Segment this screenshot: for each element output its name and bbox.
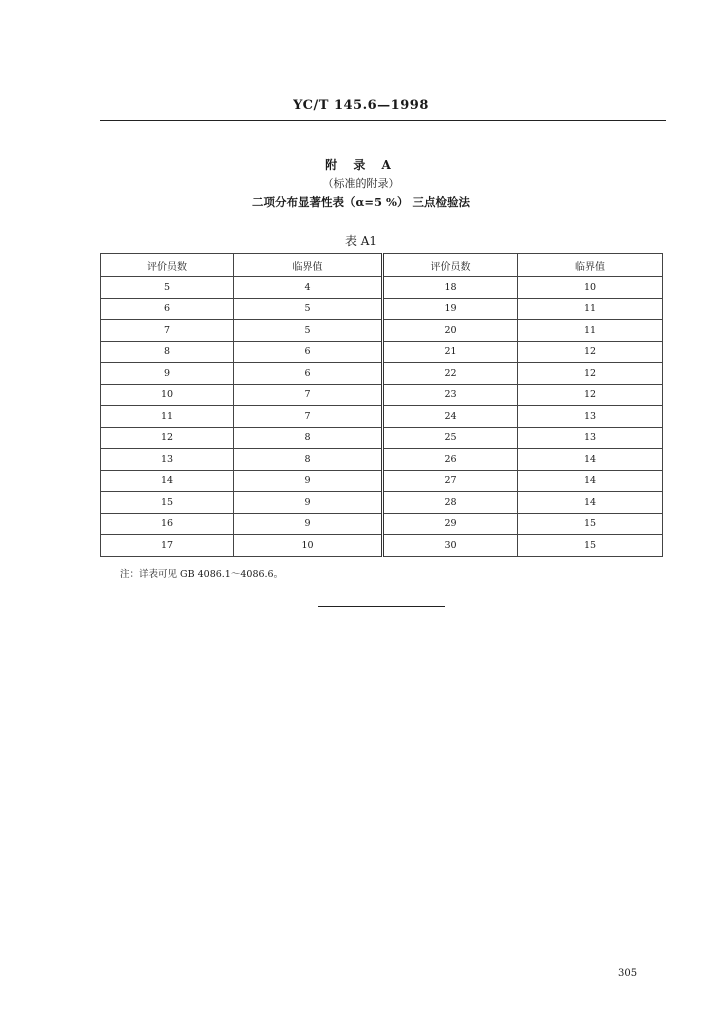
table-cell: 16 bbox=[101, 513, 234, 535]
appendix-title: 附 录 A bbox=[325, 158, 397, 172]
table-cell: 9 bbox=[234, 470, 383, 492]
table-cell: 6 bbox=[101, 298, 234, 320]
table-cell: 5 bbox=[234, 298, 383, 320]
table-cell: 8 bbox=[234, 449, 383, 471]
table-cell: 15 bbox=[518, 513, 663, 535]
table-cell: 4 bbox=[234, 277, 383, 299]
end-rule bbox=[318, 606, 445, 607]
table-cell: 27 bbox=[383, 470, 518, 492]
table-cell: 10 bbox=[234, 535, 383, 557]
table-cell: 15 bbox=[518, 535, 663, 557]
header-cell: 评价员数 bbox=[383, 254, 518, 277]
table-cell: 13 bbox=[101, 449, 234, 471]
table-cell: 22 bbox=[383, 363, 518, 385]
table-cell: 6 bbox=[234, 341, 383, 363]
table-header-row bbox=[101, 254, 663, 277]
table-cell: 11 bbox=[101, 406, 234, 428]
table-row bbox=[101, 470, 663, 492]
binomial-significance-table bbox=[100, 253, 663, 557]
table-cell: 10 bbox=[518, 277, 663, 299]
table-cell: 14 bbox=[101, 470, 234, 492]
table-cell: 15 bbox=[101, 492, 234, 514]
table-cell: 25 bbox=[383, 427, 518, 449]
section-title: 二项分布显著性表（α=5 %） 三点检验法 bbox=[252, 195, 470, 209]
table-cell: 6 bbox=[234, 363, 383, 385]
header-rule bbox=[100, 120, 666, 121]
table-cell: 5 bbox=[101, 277, 234, 299]
table-cell: 12 bbox=[518, 341, 663, 363]
table-cell: 23 bbox=[383, 384, 518, 406]
table-row bbox=[101, 298, 663, 320]
table-cell: 17 bbox=[101, 535, 234, 557]
table-cell: 28 bbox=[383, 492, 518, 514]
appendix-subtitle: （标准的附录） bbox=[322, 177, 400, 190]
table-cell: 14 bbox=[518, 492, 663, 514]
table-cell: 13 bbox=[518, 406, 663, 428]
table-row bbox=[101, 384, 663, 406]
header-cell: 临界值 bbox=[234, 254, 383, 277]
table-row bbox=[101, 406, 663, 428]
table-cell: 7 bbox=[234, 384, 383, 406]
table-cell: 12 bbox=[518, 384, 663, 406]
table-row bbox=[101, 492, 663, 514]
table-cell: 10 bbox=[101, 384, 234, 406]
table-cell: 9 bbox=[234, 513, 383, 535]
table-row bbox=[101, 363, 663, 385]
table-row bbox=[101, 277, 663, 299]
table-row bbox=[101, 449, 663, 471]
standard-code-header: YC/T 145.6—1998 bbox=[293, 98, 429, 113]
table-cell: 9 bbox=[101, 363, 234, 385]
table-cell: 20 bbox=[383, 320, 518, 342]
table-cell: 11 bbox=[518, 298, 663, 320]
table-cell: 30 bbox=[383, 535, 518, 557]
table-cell: 21 bbox=[383, 341, 518, 363]
table-cell: 29 bbox=[383, 513, 518, 535]
table-row bbox=[101, 341, 663, 363]
page-number: 305 bbox=[618, 968, 638, 979]
table-cell: 7 bbox=[234, 406, 383, 428]
table-cell: 11 bbox=[518, 320, 663, 342]
table-cell: 26 bbox=[383, 449, 518, 471]
table-cell: 7 bbox=[101, 320, 234, 342]
table-cell: 14 bbox=[518, 470, 663, 492]
table-row bbox=[101, 427, 663, 449]
table-note: 注：详表可见 GB 4086.1～4086.6。 bbox=[120, 569, 284, 580]
table-row bbox=[101, 320, 663, 342]
table-row bbox=[101, 513, 663, 535]
table-cell: 13 bbox=[518, 427, 663, 449]
table-caption: 表 A1 bbox=[344, 234, 378, 248]
table-cell: 8 bbox=[101, 341, 234, 363]
table-cell: 12 bbox=[518, 363, 663, 385]
table-cell: 18 bbox=[383, 277, 518, 299]
table-row bbox=[101, 535, 663, 557]
table-cell: 5 bbox=[234, 320, 383, 342]
header-cell: 评价员数 bbox=[101, 254, 234, 277]
table-cell: 8 bbox=[234, 427, 383, 449]
table-cell: 9 bbox=[234, 492, 383, 514]
table-cell: 12 bbox=[101, 427, 234, 449]
table-cell: 19 bbox=[383, 298, 518, 320]
table-cell: 24 bbox=[383, 406, 518, 428]
header-cell: 临界值 bbox=[518, 254, 663, 277]
table-cell: 14 bbox=[518, 449, 663, 471]
